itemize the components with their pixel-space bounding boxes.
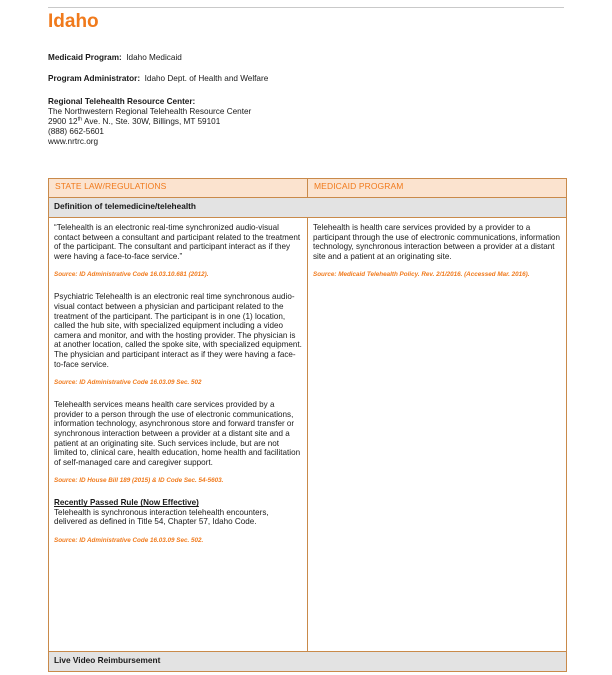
state-law-cell <box>49 218 308 652</box>
medicaid-program-label: Medicaid Program: <box>48 53 122 62</box>
top-divider <box>48 7 564 8</box>
state-definition-3: Telehealth services means health care services provided by a provider to a person through the use of electronic communications, information technology, asynchronous store and forward transfer or synchronous interaction between a provider at a distant site and a patient at an originating site. Such services include, but are not limited to, clinical care, health education, home health and facilitation of self-managed care and caregiver support. <box>54 400 301 467</box>
recent-rule-heading: Recently Passed Rule (Now Effective) <box>54 498 199 508</box>
medicaid-program-value: Idaho Medicaid <box>126 53 182 62</box>
resource-center-address <box>48 117 251 127</box>
state-source-3: Source: ID House Bill 189 (2015) & ID Code Sec. 54-5603. <box>54 477 224 485</box>
address-number: 2900 12 <box>48 117 78 126</box>
state-definition-2: Psychiatric Telehealth is an electronic real time synchronous audio-visual contact between a physician and participant related to the treatment of the participant. The participant is in one (1) location, called the hub site, with specialized equipment including a video camera and monitor, and with the hosting provider. The physician is at another location, called the spoke site, with specialized equipment. The physician and participant interact as if they were having a face-to-face service. <box>54 292 302 369</box>
address-ordinal: th <box>77 116 83 123</box>
program-administrator-value: Idaho Dept. of Health and Welfare <box>144 74 269 83</box>
medicaid-program-line <box>48 53 182 63</box>
resource-center-phone: (888) 662-5601 <box>48 127 104 136</box>
resource-center-name: The Northwestern Regional Telehealth Resource Center <box>48 107 252 116</box>
resource-center-website[interactable]: www.nrtrc.org <box>48 137 99 146</box>
program-administrator-label: Program Administrator: <box>48 74 141 83</box>
medicaid-program-cell <box>308 218 567 652</box>
state-source-2: Source: ID Administrative Code 16.03.09 Sec. 502 <box>54 379 202 387</box>
recent-rule-source: Source: ID Administrative Code 16.03.09 Sec. 502. <box>54 537 204 545</box>
telehealth-policy-table <box>48 178 567 672</box>
column-header-medicaid-program: MEDICAID PROGRAM <box>308 179 567 198</box>
state-definition-1: “Telehealth is an electronic real-time synchronized audio-visual contact between a consultant and participant related to the treatment of the participant. The consultant and participant interact as if they were having a face-to-face service.” <box>54 223 301 261</box>
resource-center-heading: Regional Telehealth Resource Center: <box>48 97 196 106</box>
recent-rule-text: Telehealth is synchronous interaction telehealth encounters, delivered as defined in Title 54, Chapter 57, Idaho Code. <box>54 507 269 527</box>
page-title: Idaho <box>48 11 99 32</box>
program-administrator-line <box>48 74 268 84</box>
medicaid-definition: Telehealth is health care services provided by a provider to a participant through the use of electronic communications, information technology, synchronous interaction between a provider at a distant site and a patient at an originating site. <box>313 223 560 261</box>
section-header-definition: Definition of telemedicine/telehealth <box>49 198 567 218</box>
resource-center-block <box>48 97 251 147</box>
state-source-1: Source: ID Administrative Code 16.03.10.681 (2012). <box>54 271 209 279</box>
section-header-live-video: Live Video Reimbursement <box>49 652 567 672</box>
column-header-state-law: STATE LAW/REGULATIONS <box>49 179 308 198</box>
address-rest: Ave. N., Ste. 30W, Billings, MT 59101 <box>82 117 221 126</box>
medicaid-source: Source: Medicaid Telehealth Policy. Rev. 2/1/2016. (Accessed Mar. 2016). <box>313 271 530 279</box>
